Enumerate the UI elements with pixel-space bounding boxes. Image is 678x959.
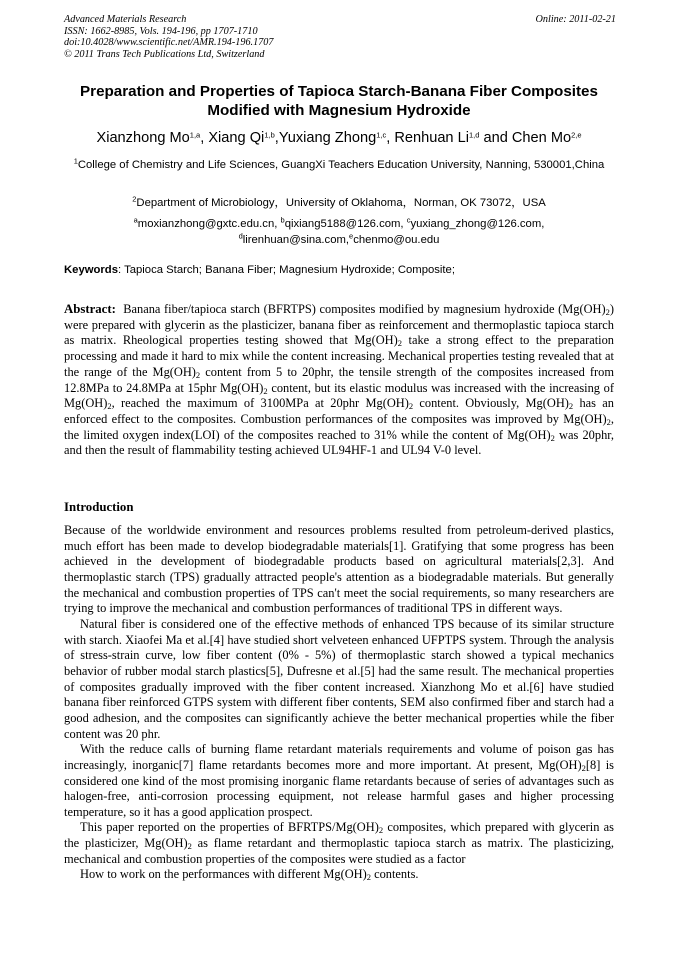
author-superscript: 1,b [264,130,275,140]
title-line-1: Preparation and Properties of Tapioca Starch-Banana Fiber Composites [80,83,598,100]
email-link[interactable]: moxianzhong@gxtc.edu.cn, [137,218,278,230]
paragraph: With the reduce calls of burning flame retardant materials requirements and volume of poison gas has increasingly, inorganic[7] flame retardants becomes more and more important. At present, $Mg(OH)_2[8]$ is considered one kind of the most promising inorganic flame retardants because of series of advantages such as halogen-free, anti-corrosion processing equipment, not release harmful gases and higher processing temperature, so it has a good application prospect. [64,742,614,819]
affiliation-2 [40,195,638,211]
author-superscript: 1,d [468,130,480,140]
email-link[interactable]: qixiang5188@126.com, [284,218,404,230]
author-list [30,129,648,147]
author-name: Chen Mo [511,130,572,146]
author-superscript: 1,c [376,130,387,140]
author-separator: , [386,130,395,146]
paragraph: This paper reported on the properties of BFRTPS/$Mg(OH)_2$ composites, which prepared with glycerin as the plasticizer, $Mg(OH)_2$ as flame retardant and thermoplastic tapioca starch as matrix. The plasticizing, mechanical and combustion properties of the composites were studied as a factor [64,820,615,866]
copyright-line: © 2011 Trans Tech Publications Ltd, Switzerland [64,48,265,60]
author-separator: , [200,130,209,146]
affiliation-1 [40,157,638,173]
keywords [64,264,624,276]
email-link[interactable]: chenmo@ou.edu [353,234,440,246]
author-separator: and [479,130,512,146]
email-link[interactable]: yuxiang_zhong@126.com, [410,218,545,230]
title-line-2: Modified with Magnesium Hydroxide [207,102,471,119]
journal-name: Advanced Materials Research [64,14,187,25]
author-separator: , [274,130,279,146]
affiliation-text: College of Chemistry and Life Sciences, GuangXi Teachers Education University, Nanning, 530001,China [77,159,605,171]
keywords-text: : Tapioca Starch; Banana Fiber; Magnesium Hydroxide; Composite; [118,264,455,276]
email-list: $^a$moxianzhong@gxtc.edu.cn, $^b$qixiang5188@126.com, $^c$yuxiang_zhong@126.com, $^d$lirenhuan@sina.com,$^e$chenmo@ou.edu [133,215,545,246]
keywords-label: Keywords [64,264,118,276]
abstract-label: Abstract: [64,302,116,316]
author-name: Xianzhong Mo [96,130,190,146]
affiliation-superscript: 1 [73,156,78,166]
author-name: Yuxiang Zhong [278,130,377,146]
author-name: Renhuan Li [394,130,469,146]
affiliation-superscript: 2 [132,194,137,204]
online-date: Online: 2011-02-21 [535,14,616,25]
paragraph: How to work on the performances with different $Mg(OH)_2$ contents. [80,867,419,883]
journal-header [64,14,616,60]
author-superscript: 2,e [571,130,582,140]
doi-line: doi:10.4028/www.scientific.net/AMR.194-196.1707 [64,37,274,48]
affiliation-text: Department of Microbiology，University of Oklahoma，Norman, OK 73072，USA [136,197,546,209]
abstract: Abstract: Banana fiber/tapioca starch (BFRTPS) composites modified by magnesium hydroxide $(Mg(OH)_2)$ were prepared with glycerin as the plasticizer, banana fiber as reinforcement and thermoplastic tapioca starch as matrix. Rheological properties testing showed that $Mg(OH)_2$ take a strong effect to the preparation processing and made it hard to mix while the content increasing. Mechanical properties testing revealed that at the range of the $Mg(OH)_2$ content from 5 to 20phr, the tensile strength of the composites increased from 12.8MPa to 24.8MPa at 15phr $Mg(OH)_2$ content, but its elastic modulus was increased with the increasing of $Mg(OH)_2$, reached the maximum of 3100MPa at 20phr $Mg(OH)_2$ content. Obviously, $Mg(OH)_2$ has an enforced effect to the composites. Combustion performances of the composites was improved by $Mg(OH)_2$, the limited oxygen index(LOI) of the composites reached to 31% while the content of $Mg(OH)_2$ was 20phr, and then the result of flammability testing achieved UL94HF-1 and UL94 V-0 level. [64,302,614,458]
section-heading-introduction: Introduction [64,500,134,514]
paragraph: Natural fiber is considered one of the effective methods of enhanced TPS because of its similar structure with starch. Xiaofei Ma et al.[4] have studied short velveteen enhanced UFPTPS system. Through the analysis of stress-strain curve, low fiber content (0% - 5%) of thermoplastic starch showed a typical mechanics behavior of rubber modal starch plastics[5], Dufresne et al.[5] had the same result. The mechanical properties of composites gradually improved with the fiber content increased. Xianzhong Mo et al.[6] have studied banana fiber reinforced GTPS system with different fiber contents, SEM also confirmed fiber and starch had a good adhesion, and the composites can significantly achieve the better mechanical properties while the fiber content was 20 phr. [64,616,614,741]
issn-line: ISSN: 1662-8985, Vols. 194-196, pp 1707-1710 [64,25,258,37]
author-superscript: 1,a [189,130,201,140]
paper-title [40,82,638,120]
paragraph: Because of the worldwide environment and resources problems resulted from petroleum-derived plastics, much effort has been made to develop biodegradable materials[1]. Gratifying that some progress has been achieved in the development of biodegradable products based on agricultural materials[2,3]. And thermoplastic starch (TPS) gradually attracted people's attention as a biodegradable materials. But generally the mechanical and combustion properties of TPS can't meet the social requirements, so many researchers are trying to improve the mechanical and combustion performances of traditional TPS in different ways. [64,523,614,616]
author-name: Xiang Qi [208,130,265,146]
email-link[interactable]: lirenhuan@sina.com, [242,234,350,246]
introduction-body [64,523,614,883]
